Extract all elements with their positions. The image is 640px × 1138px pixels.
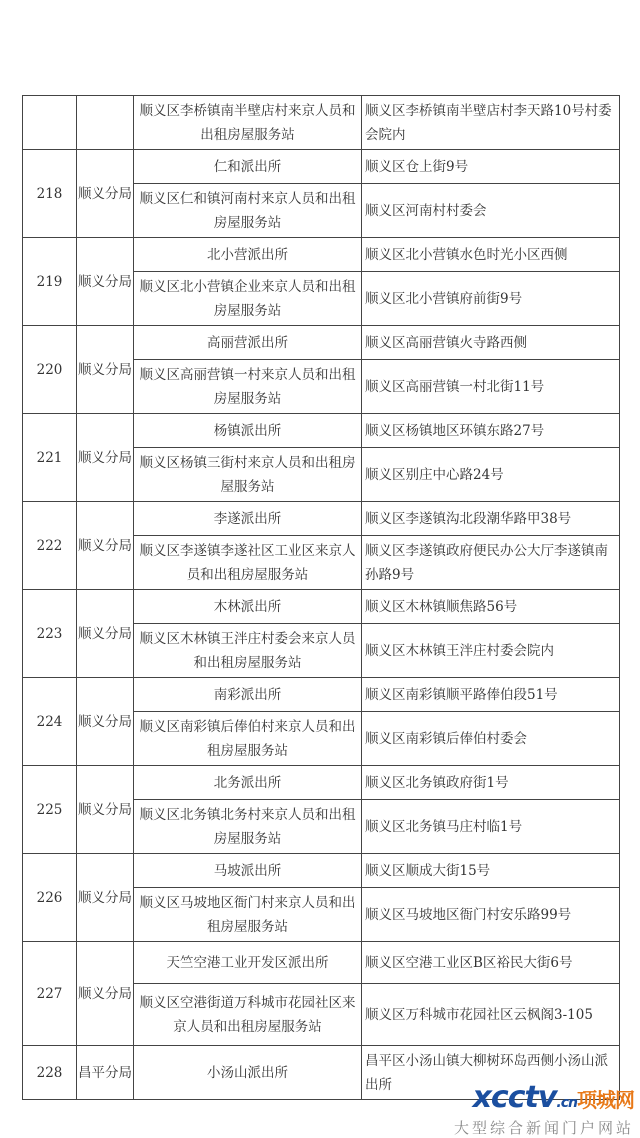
row-number-cell: 227: [23, 942, 77, 1046]
station-address-cell: 顺义区马坡地区衙门村安乐路99号: [362, 888, 620, 942]
row-number-cell: 222: [23, 502, 77, 590]
branch-cell: 顺义分局: [77, 590, 134, 678]
station-address-cell: 顺义区北务镇马庄村临1号: [362, 800, 620, 854]
station-address-cell: 顺义区顺成大街15号: [362, 854, 620, 888]
station-name-cell: 顺义区北小营镇企业来京人员和出租房屋服务站: [134, 272, 362, 326]
station-address-cell: 顺义区李遂镇政府便民办公大厅李遂镇南孙路9号: [362, 536, 620, 590]
station-address-cell: 顺义区北务镇政府街1号: [362, 766, 620, 800]
station-name-cell: 马坡派出所: [134, 854, 362, 888]
station-name-cell: 顺义区杨镇三街村来京人员和出租房屋服务站: [134, 448, 362, 502]
table-row: [23, 414, 620, 448]
station-address-cell: 顺义区河南村村委会: [362, 184, 620, 238]
station-name-cell: 小汤山派出所: [134, 1046, 362, 1100]
row-number-cell: [23, 96, 77, 150]
row-number-cell: 223: [23, 590, 77, 678]
station-address-cell: 顺义区李桥镇南半壁店村李天路10号村委会院内: [362, 96, 620, 150]
branch-cell: 昌平分局: [77, 1046, 134, 1100]
station-name-cell: 木林派出所: [134, 590, 362, 624]
station-address-cell: 顺义区南彩镇顺平路俸伯段51号: [362, 678, 620, 712]
watermark: [454, 1080, 634, 1138]
branch-cell: 顺义分局: [77, 942, 134, 1046]
row-number-cell: 228: [23, 1046, 77, 1100]
station-address-cell: 顺义区仓上街9号: [362, 150, 620, 184]
table-row: [23, 96, 620, 150]
watermark-logo: xcctv.cn项城网: [472, 1080, 634, 1115]
station-name-cell: 顺义区李遂镇李遂社区工业区来京人员和出租房屋服务站: [134, 536, 362, 590]
row-number-cell: 219: [23, 238, 77, 326]
row-number-cell: 224: [23, 678, 77, 766]
branch-cell: 顺义分局: [77, 238, 134, 326]
station-name-cell: 北小营派出所: [134, 238, 362, 272]
station-name-cell: 高丽营派出所: [134, 326, 362, 360]
station-address-cell: 顺义区杨镇地区环镇东路27号: [362, 414, 620, 448]
station-address-cell: 顺义区万科城市花园社区云枫阁3-105: [362, 984, 620, 1046]
watermark-tagline: 大型综合新闻门户网站: [453, 1119, 634, 1137]
branch-cell: 顺义分局: [77, 766, 134, 854]
station-address-cell: 顺义区木林镇王泮庄村委会院内: [362, 624, 620, 678]
branch-cell: 顺义分局: [77, 854, 134, 942]
branch-cell: [77, 96, 134, 150]
station-name-cell: 顺义区空港街道万科城市花园社区来京人员和出租房屋服务站: [134, 984, 362, 1046]
branch-cell: 顺义分局: [77, 678, 134, 766]
table-row: [23, 854, 620, 888]
station-name-cell: 杨镇派出所: [134, 414, 362, 448]
station-name-cell: 顺义区南彩镇后俸伯村来京人员和出租房屋服务站: [134, 712, 362, 766]
table-row: [23, 502, 620, 536]
station-address-cell: 顺义区空港工业区B区裕民大街6号: [362, 942, 620, 984]
station-name-cell: 顺义区马坡地区衙门村来京人员和出租房屋服务站: [134, 888, 362, 942]
table-row: [23, 766, 620, 800]
table-row: [23, 590, 620, 624]
station-address-cell: 顺义区别庄中心路24号: [362, 448, 620, 502]
station-name-cell: 北务派出所: [134, 766, 362, 800]
station-name-cell: 顺义区仁和镇河南村来京人员和出租房屋服务站: [134, 184, 362, 238]
station-name-cell: 天竺空港工业开发区派出所: [134, 942, 362, 984]
branch-cell: 顺义分局: [77, 150, 134, 238]
station-address-cell: 顺义区南彩镇后俸伯村委会: [362, 712, 620, 766]
branch-cell: 顺义分局: [77, 502, 134, 590]
station-name-cell: 仁和派出所: [134, 150, 362, 184]
station-name-cell: 顺义区李桥镇南半壁店村来京人员和出租房屋服务站: [134, 96, 362, 150]
station-address-cell: 昌平区小汤山镇大柳树环岛西侧小汤山派出所: [362, 1046, 620, 1100]
table-row: [23, 238, 620, 272]
row-number-cell: 220: [23, 326, 77, 414]
branch-cell: 顺义分局: [77, 414, 134, 502]
station-address-cell: 顺义区北小营镇府前街9号: [362, 272, 620, 326]
table-row: [23, 150, 620, 184]
station-name-cell: 李遂派出所: [134, 502, 362, 536]
station-name-cell: 顺义区木林镇王泮庄村委会来京人员和出租房屋服务站: [134, 624, 362, 678]
station-name-cell: 顺义区北务镇北务村来京人员和出租房屋服务站: [134, 800, 362, 854]
table-row: [23, 326, 620, 360]
row-number-cell: 225: [23, 766, 77, 854]
station-address-cell: 顺义区高丽营镇火寺路西侧: [362, 326, 620, 360]
station-address-cell: 顺义区木林镇顺焦路56号: [362, 590, 620, 624]
branch-cell: 顺义分局: [77, 326, 134, 414]
table-row: [23, 942, 620, 984]
station-address-cell: 顺义区李遂镇沟北段潮华路甲38号: [362, 502, 620, 536]
table-row: [23, 678, 620, 712]
station-address-cell: 顺义区北小营镇水色时光小区西侧: [362, 238, 620, 272]
row-number-cell: 226: [23, 854, 77, 942]
station-name-cell: 顺义区高丽营镇一村来京人员和出租房屋服务站: [134, 360, 362, 414]
station-name-cell: 南彩派出所: [134, 678, 362, 712]
police-station-table: [22, 95, 620, 1100]
row-number-cell: 218: [23, 150, 77, 238]
row-number-cell: 221: [23, 414, 77, 502]
station-address-cell: 顺义区高丽营镇一村北街11号: [362, 360, 620, 414]
